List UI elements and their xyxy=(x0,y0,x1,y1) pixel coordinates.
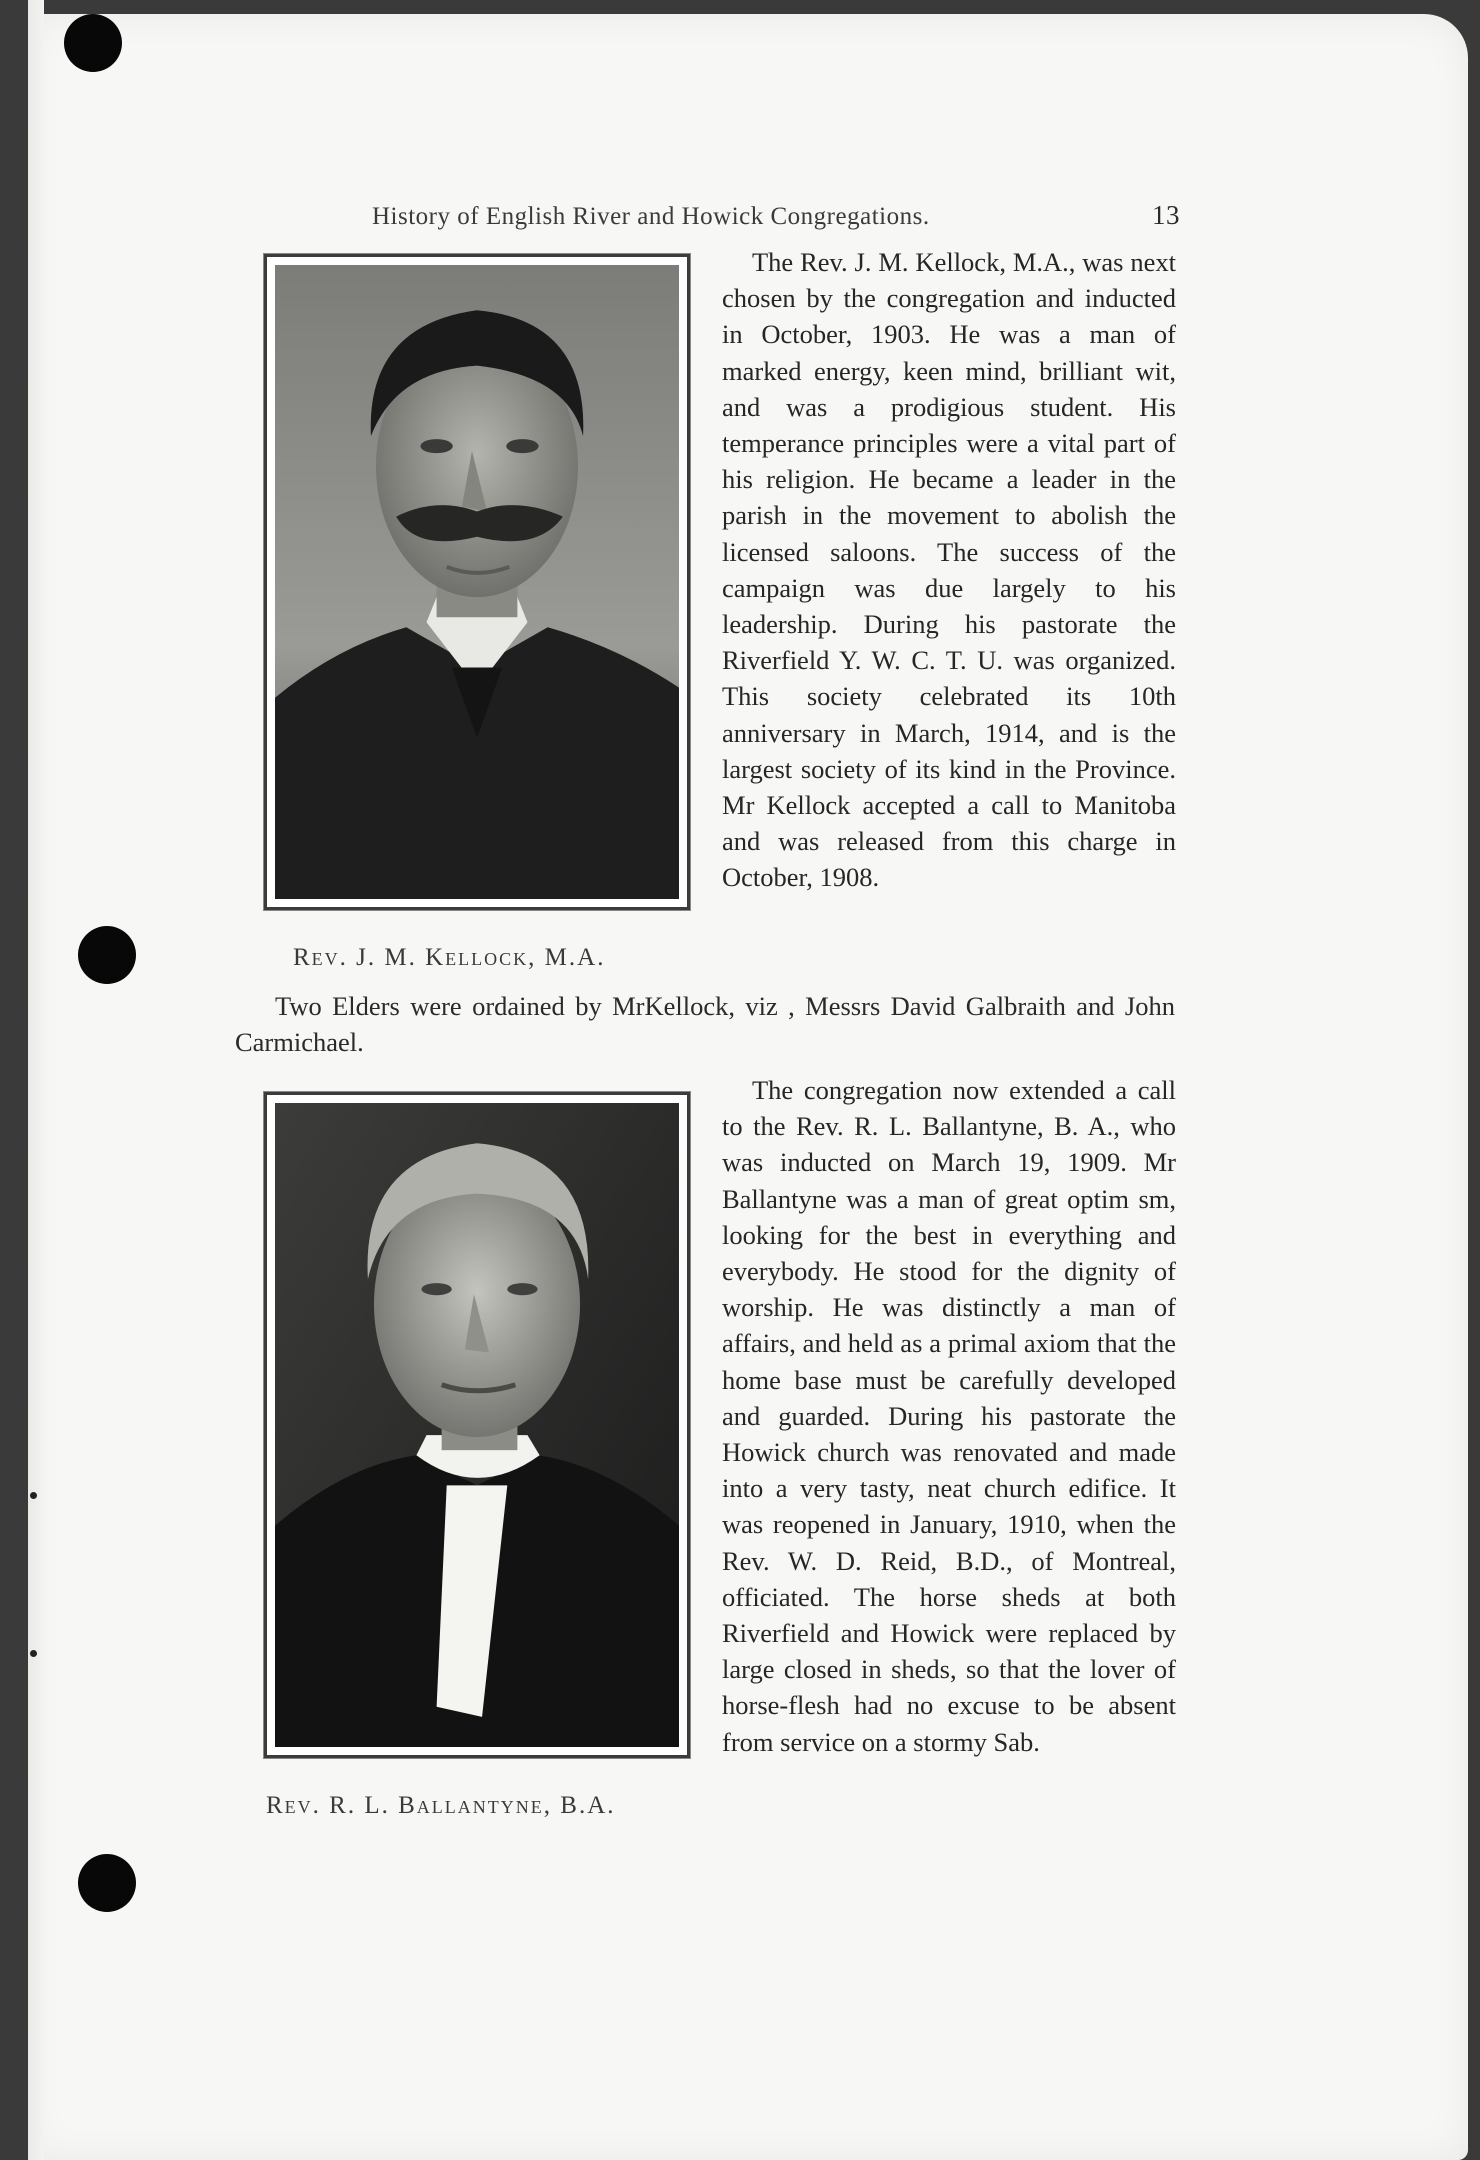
scan-speck xyxy=(30,1492,37,1499)
portrait-ballantyne xyxy=(264,1092,690,1758)
page-number: 13 xyxy=(1152,200,1180,230)
running-title: History of English River and Howick Congregations. xyxy=(372,203,930,230)
portrait-ballantyne-image xyxy=(275,1103,679,1747)
portrait-kellock xyxy=(264,254,690,910)
scan-speck xyxy=(30,1650,37,1657)
running-header xyxy=(372,200,1180,231)
page-edge xyxy=(0,0,44,2160)
paragraph-elders-block xyxy=(235,988,1175,1060)
text-column-kellock xyxy=(722,244,1176,896)
binder-hole-top xyxy=(64,14,122,72)
paragraph-ballantyne: The congregation now extended a call to the Rev. R. L. Ballantyne, B. A., who was inducted on March 19, 1909. Mr Ballantyne was a man of great optim sm, looking for the best in everything and everybody. He stood for the dignity of worship. He was distinctly a man of affairs, and held as a primal axiom that the home base must be carefully developed and guarded. During his pastorate the Howick church was renovated and made into a very tasty, neat church edifice. It was reopened in January, 1910, when the Rev. W. D. Reid, B.D., of Montreal, officiated. The horse sheds at both Riverfield and Howick were replaced by large closed in sheds, so that the lover of horse-flesh had no excuse to be absent from service on a stormy Sab. xyxy=(722,1075,1176,1757)
caption-kellock: Rev. J. M. Kellock, M.A. xyxy=(293,944,606,971)
binder-hole-middle xyxy=(78,926,136,984)
binder-hole-bottom xyxy=(78,1854,136,1912)
caption-ballantyne: Rev. R. L. Ballantyne, B.A. xyxy=(266,1792,616,1819)
paragraph-kellock: The Rev. J. M. Kellock, M.A., was next chosen by the congregation and inducted in October, 1903. He was a man of marked energy, keen mind, brilliant wit, and was a prodigious student. His temperance principles were a vital part of his religion. He became a leader in the parish in the movement to abolish the licensed saloons. The success of the campaign was due largely to his leadership. During his pastorate the Riverfield Y. W. C. T. U. was organized. This society celebrated its 10th anniversary in March, 1914, and is the largest society of its kind in the Province. Mr Kellock accepted a call to Manitoba and was released from this charge in October, 1908. xyxy=(722,247,1176,893)
portrait-kellock-image xyxy=(275,265,679,899)
text-column-ballantyne xyxy=(722,1072,1176,1760)
paragraph-elders: Two Elders were ordained by MrKellock, viz , Messrs David Galbraith and John Carmichael. xyxy=(235,991,1175,1057)
